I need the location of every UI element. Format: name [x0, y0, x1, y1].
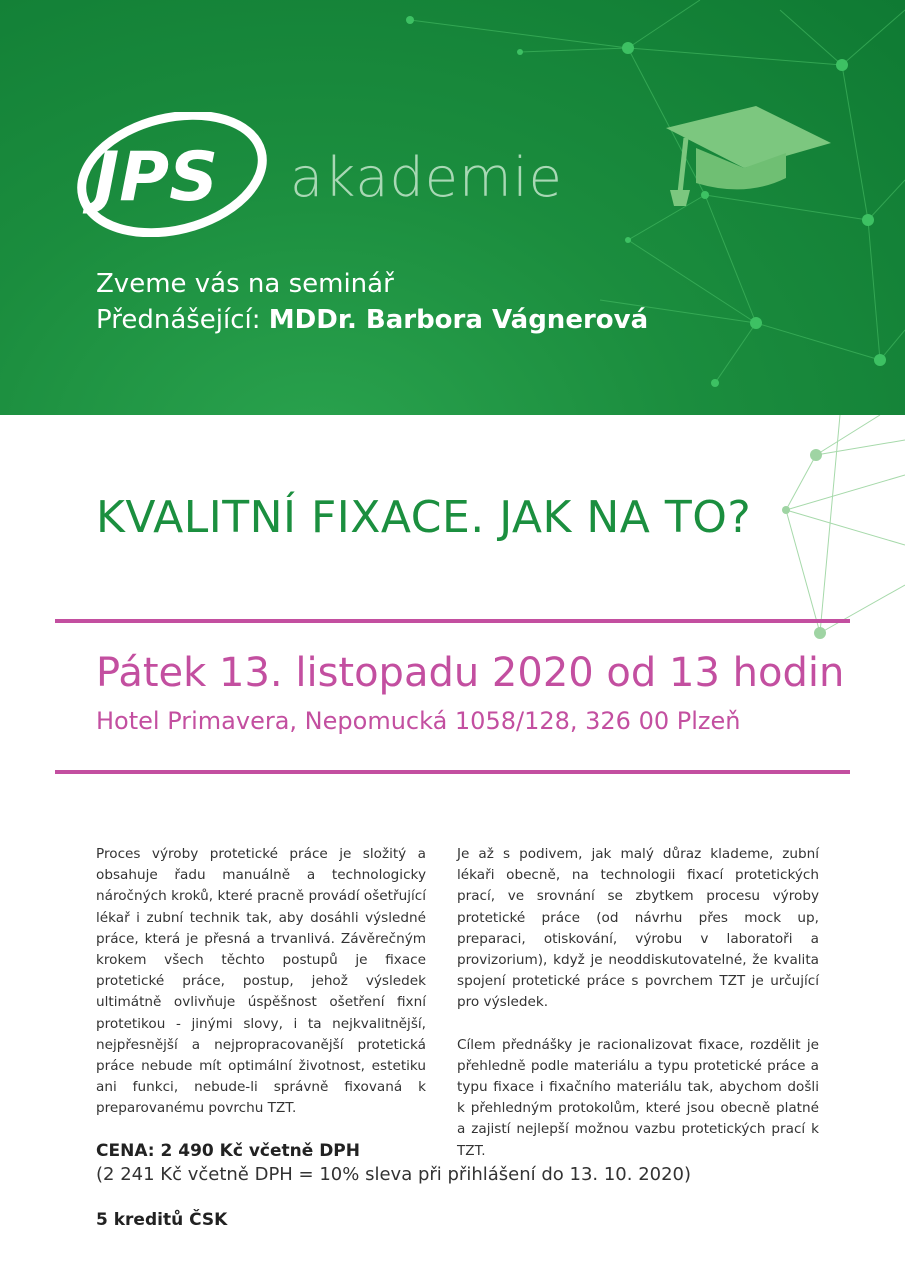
price: CENA: 2 490 Kč včetně DPH: [96, 1141, 360, 1161]
speaker-line: [96, 302, 648, 338]
speaker-label: Přednášející:: [96, 305, 261, 335]
divider-top: [55, 619, 850, 623]
seminar-title: KVALITNÍ FIXACE. JAK NA TO?: [96, 492, 752, 543]
brand-suffix: akademie: [290, 146, 563, 209]
description-paragraph: Cílem přednášky je racionalizovat fixace, rozdělit je přehledně podle materiálu a typu protetické práce a typu fixace i fixačního materiálu tak, abychom došli k přehledným protokolům, které jsou obecně platné a zajistí nejlepší možnou vazbu protetických prací k TZT.: [457, 1036, 819, 1159]
logo-text: JPS: [94, 138, 219, 217]
credits: 5 kreditů ČSK: [96, 1210, 228, 1230]
description-column-1: [96, 844, 426, 1141]
divider-bottom: [55, 770, 850, 774]
seminar-venue: Hotel Primavera, Nepomucká 1058/128, 326 00 Plzeň: [96, 707, 741, 735]
jps-logo: [74, 112, 274, 237]
description-paragraph: Proces výroby protetické práce je složitý a obsahuje řadu manuálně a technologicky náročných kroků, které pracně provádí ošetřující lékař i zubní technik tak, aby dosáhli výsledné práce, která je přesná a trvanlivá. Závěrečným krokem všech těchto postupů je fixace protetické práce, postup, jehož výsledek ultimátně ovlivňuje úspěšnost ošetření fixní protetikou - jinými slovy, i ta nejkvalitnější, nejpřesnější a nejpropracovanější protetická práce nebude mít optimální životnost, estetiku ani funkci, nebude-li správně fixovaná k preparovanému povrchu TZT.: [96, 846, 426, 1117]
speaker-name: MDDr. Barbora Vágnerová: [268, 305, 649, 335]
graduation-cap-icon: [656, 98, 836, 208]
description-column-2: [457, 844, 819, 1183]
description-paragraph: Je až s podivem, jak malý důraz klademe, zubní lékaři obecně, na technologii fixací protetických prací, ve srovnání se zbytkem procesu výroby protetické práce (od návrhu přes mock up, preparaci, otiskování, výrobu v laboratoři a provizorium), když je neoddiskutovatelné, že kvalita spojení protetické práce s povrchem TZT je určující pro výsledek.: [457, 846, 819, 1011]
invite-block: [96, 266, 648, 338]
discount-note: (2 241 Kč včetně DPH = 10% sleva při přihlášení do 13. 10. 2020): [96, 1164, 692, 1185]
hero-banner: [0, 0, 905, 415]
invite-line: Zveme vás na seminář: [96, 269, 394, 299]
seminar-date: Pátek 13. listopadu 2020 od 13 hodin: [96, 650, 845, 696]
